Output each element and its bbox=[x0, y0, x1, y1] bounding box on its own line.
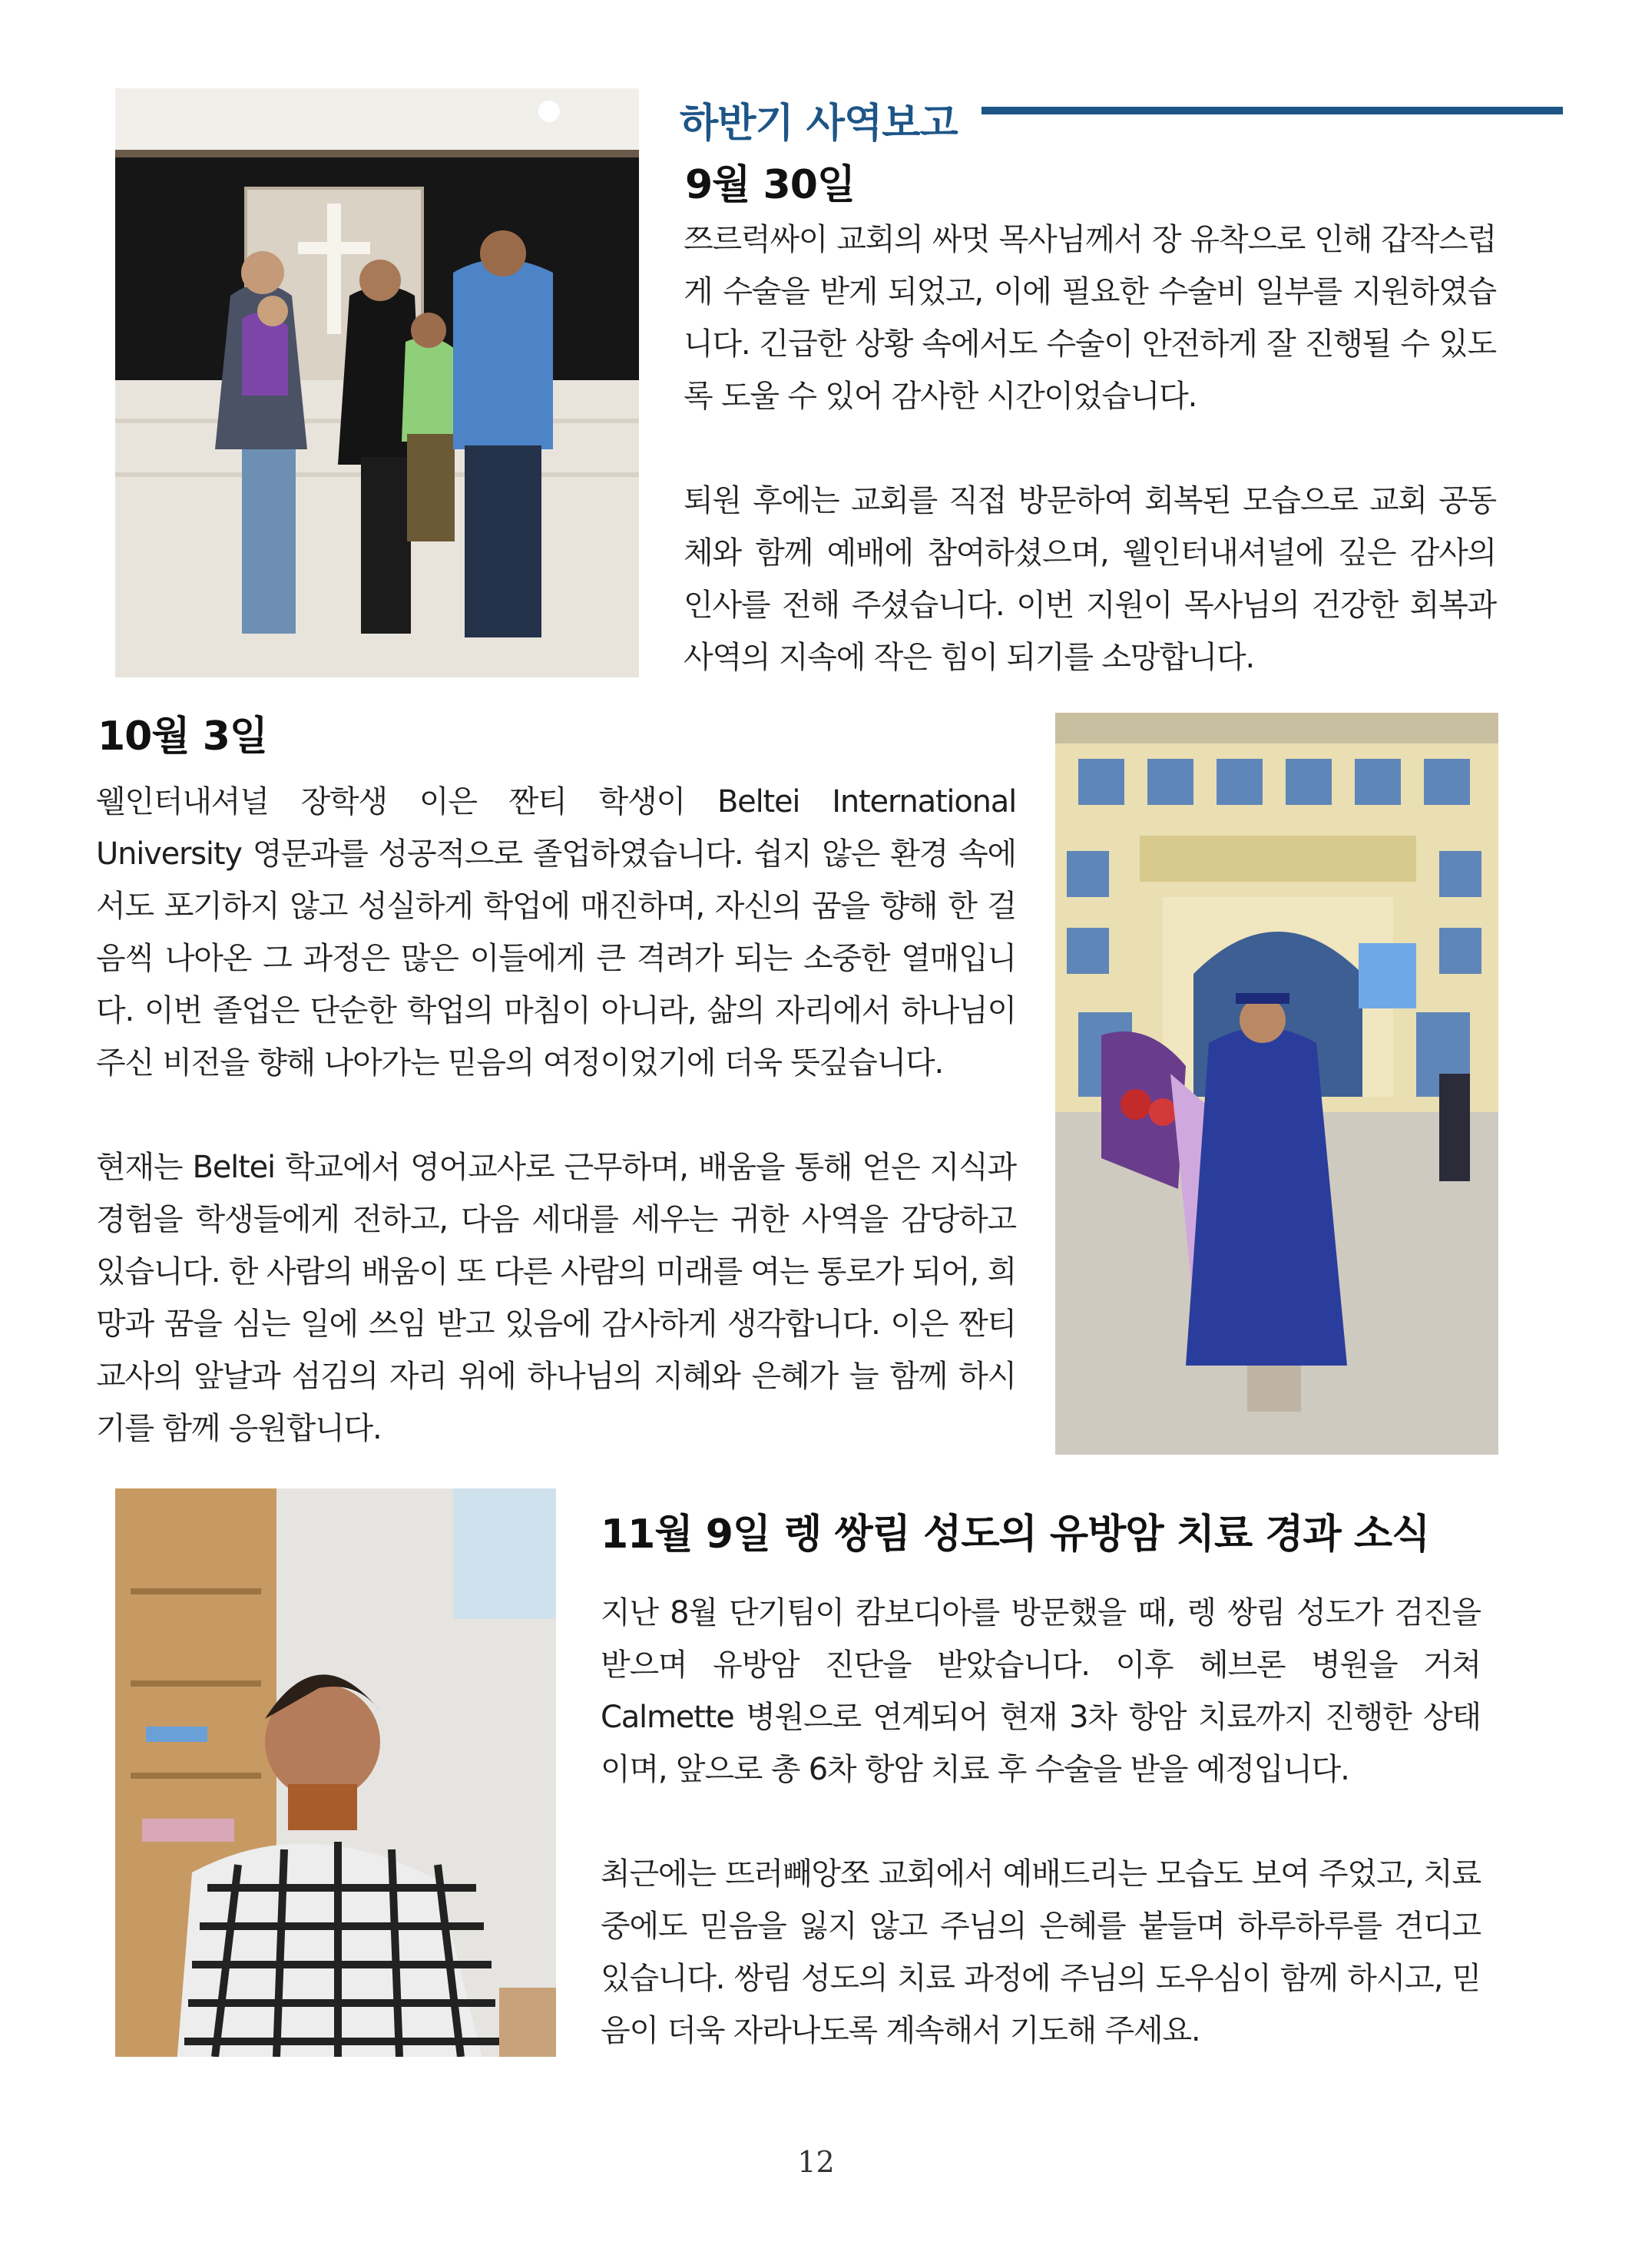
church-family-photo bbox=[115, 88, 639, 677]
paragraph: 최근에는 뜨러빼앙쪼 교회에서 예배드리는 모습도 보여 주었고, 치료 중에도 믿음을 잃지 않고 주님의 은혜를 붙들며 하루하루를 견디고 있습니다. 쌍림 성도의 치료 과정에 주님의 도우심이 함께 하시고, 믿음이 더욱 자라나도록 계속해서 기도해 주세요. bbox=[601, 1856, 1481, 2048]
paragraph: 지난 8월 단기팀이 캄보디아를 방문했을 때, 렝 쌍림 성도가 검진을 받으며 유방암 진단을 받았습니다. 이후 헤브론 병원을 거쳐 Calmette 병원으로 연계되어 현재 3차 항암 치료까지 진행한 상태이며, 앞으로 총 6차 항암 치료 후 수술을 받을 예정입니다. bbox=[601, 1595, 1481, 1787]
entry-sep-30-body bbox=[684, 214, 1496, 684]
section-title: 하반기 사역보고 bbox=[680, 101, 958, 147]
date-heading-nov-9: 11월 9일 렝 쌍림 성도의 유방암 치료 경과 소식 bbox=[601, 1511, 1430, 1558]
paragraph: 퇴원 후에는 교회를 직접 방문하여 회복된 모습으로 교회 공동체와 함께 예배에 참여하셨으며, 웰인터내셔널에 깊은 감사의 인사를 전해 주셨습니다. 이번 지원이 목사님의 건강한 회복과 사역의 지속에 작은 힘이 되기를 소망합니다. bbox=[684, 483, 1496, 675]
page-number: 12 bbox=[797, 2145, 835, 2179]
entry-nov-9-body bbox=[601, 1587, 1481, 2057]
treatment-patient-photo bbox=[115, 1488, 556, 2057]
title-divider bbox=[982, 107, 1563, 114]
paragraph: 웰인터내셔널 장학생 이은 짠티 학생이 Beltei International University 영문과를 성공적으로 졸업하였습니다. 쉽지 않은 환경 속에서도 포기하지 않고 성실하게 학업에 매진하며, 자신의 꿈을 향해 한 걸음씩 나아온 그 과정은 많은 이들에게 큰 격려가 되는 소중한 열매입니다. 이번 졸업은 단순한 학업의 마침이 아니라, 삶의 자리에서 하나님이 주신 비전을 향해 나아가는 믿음의 여정이었기에 더욱 뜻깊습니다. bbox=[96, 784, 1016, 1081]
entry-oct-3-body bbox=[96, 776, 1016, 1455]
paragraph: 쯔르럭싸이 교회의 싸멋 목사님께서 장 유착으로 인해 갑작스럽게 수술을 받게 되었고, 이에 필요한 수술비 일부를 지원하였습니다. 긴급한 상황 속에서도 수술이 안전하게 잘 진행될 수 있도록 도울 수 있어 감사한 시간이었습니다. bbox=[684, 222, 1496, 414]
paragraph: 현재는 Beltei 학교에서 영어교사로 근무하며, 배움을 통해 얻은 지식과 경험을 학생들에게 전하고, 다음 세대를 세우는 귀한 사역을 감당하고 있습니다. 한 사람의 배움이 또 다른 사람의 미래를 여는 통로가 되어, 희망과 꿈을 심는 일에 쓰임 받고 있음에 감사하게 생각합니다. 이은 짠티 교사의 앞날과 섬김의 자리 위에 하나님의 지혜와 은혜가 늘 함께 하시기를 함께 응원합니다. bbox=[96, 1150, 1017, 1446]
date-heading-oct-3: 10월 3일 bbox=[98, 714, 268, 760]
date-heading-sep-30: 9월 30일 bbox=[685, 162, 856, 208]
graduation-photo bbox=[1055, 713, 1498, 1455]
